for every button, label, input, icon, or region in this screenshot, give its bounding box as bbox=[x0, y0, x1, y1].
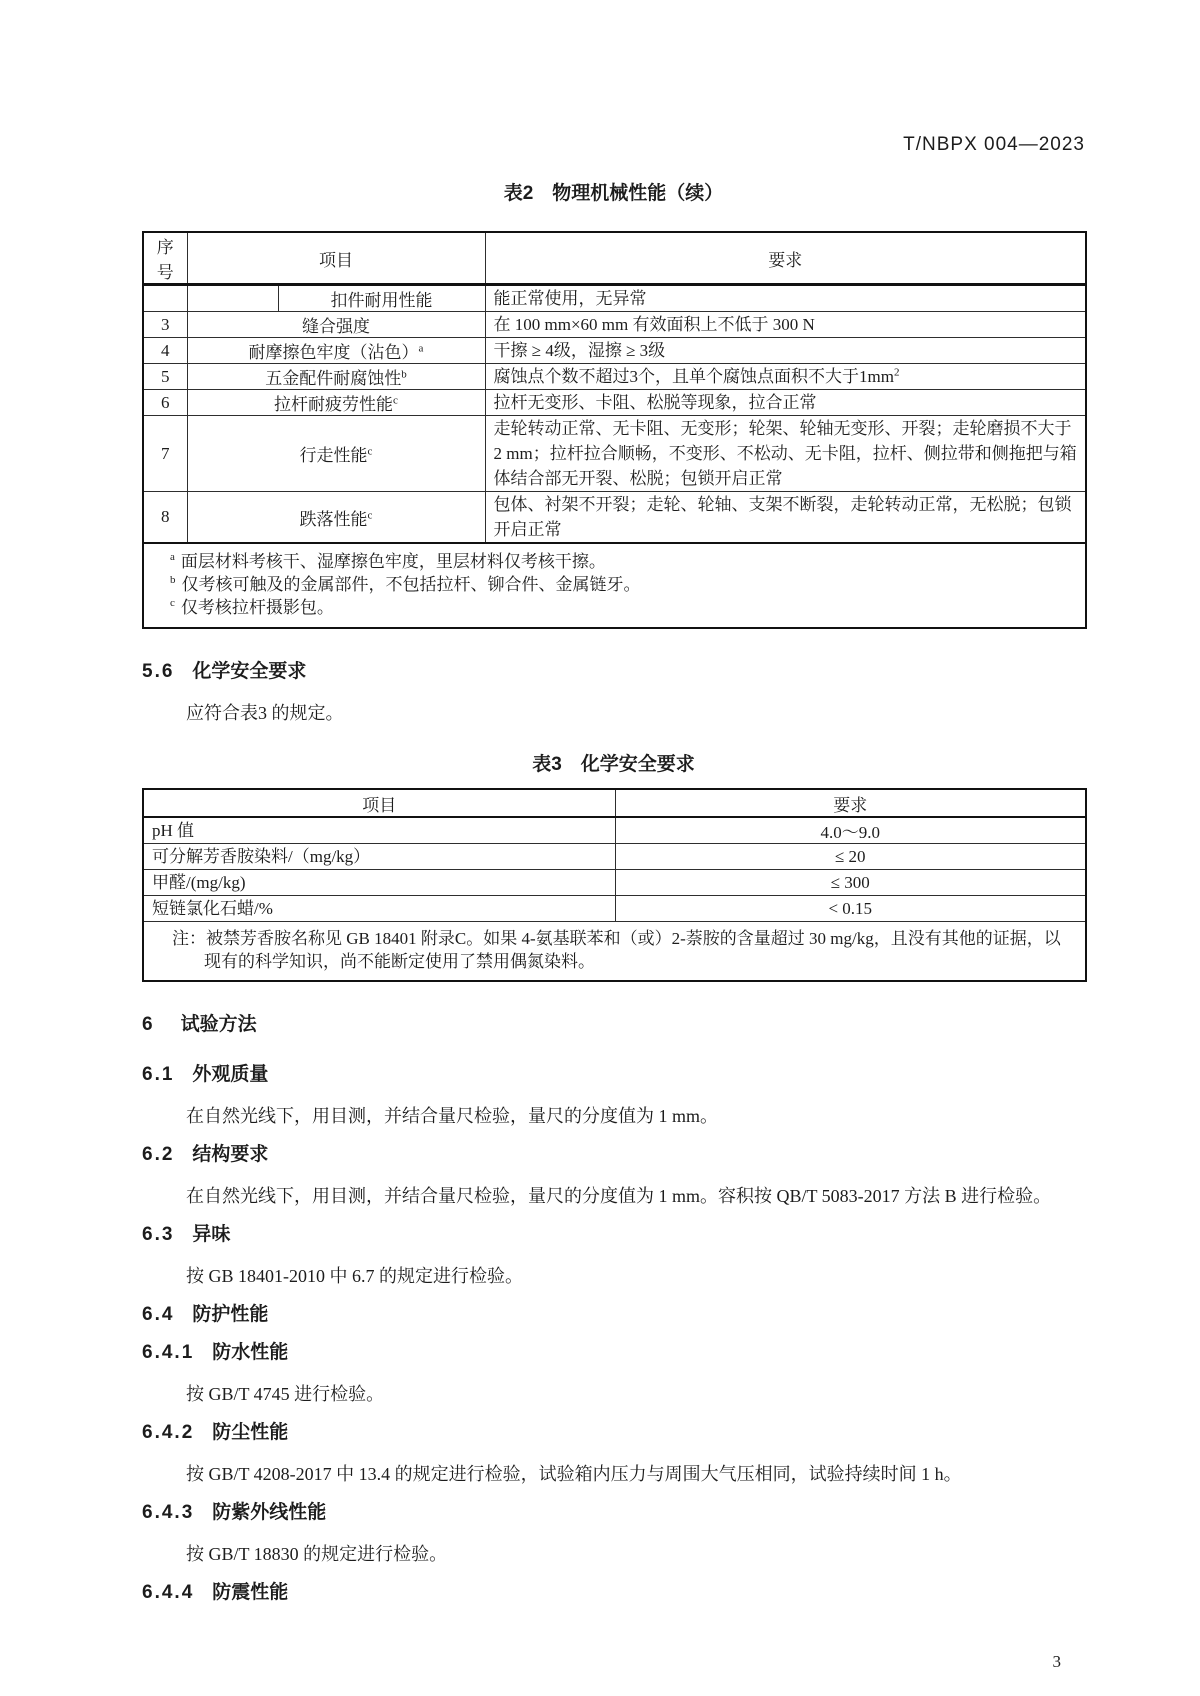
table-row bbox=[143, 844, 1086, 870]
req-text: 走轮转动正常、无卡阻、无变形；轮架、轮轴无变形、开裂；走轮磨损不大于 2 mm；拉杆拉合顺畅，不变形、不松动、无卡阻，拉杆、侧拉带和侧拖把与箱体结合部无开裂、松脱；包锁开启正常 bbox=[493, 419, 1077, 488]
footnote-mark: a bbox=[170, 551, 175, 564]
cell-item bbox=[187, 364, 485, 390]
cell-no: 3 bbox=[143, 312, 187, 338]
req-text: 干擦 ≥ 4级，湿擦 ≥ 3级 bbox=[493, 341, 666, 360]
table-row bbox=[143, 870, 1086, 896]
footnote bbox=[170, 596, 1077, 619]
table3-header-row bbox=[143, 789, 1086, 817]
section-number: 6.4.3 bbox=[142, 1502, 195, 1523]
cell-req: 4.0～9.0 bbox=[615, 817, 1086, 844]
cell-item bbox=[187, 390, 485, 416]
cell-item bbox=[187, 338, 485, 364]
table3-caption: 表3 化学安全要求 bbox=[532, 754, 695, 775]
section-title: 异味 bbox=[192, 1224, 231, 1245]
req-text: 能正常使用，无异常 bbox=[493, 289, 647, 308]
item-superscript: c bbox=[393, 394, 398, 407]
section-heading-6-4-2 bbox=[142, 1420, 1085, 1446]
section-heading-5-6 bbox=[142, 659, 1085, 685]
section-heading-6-4-4 bbox=[142, 1580, 1085, 1606]
table2-header-no: 序号 bbox=[143, 232, 187, 285]
cell-subitem-empty bbox=[187, 285, 278, 312]
table-row bbox=[143, 896, 1086, 922]
footnote-text: 仅考核可触及的金属部件，不包括拉杆、铆合件、金属链牙。 bbox=[181, 575, 641, 594]
footnote-text: 面层材料考核干、湿摩擦色牢度，里层材料仅考核干擦。 bbox=[180, 552, 606, 571]
item-superscript: c bbox=[367, 445, 373, 458]
paragraph: 按 GB/T 4745 进行检验。 bbox=[186, 1384, 385, 1404]
cell-no: 6 bbox=[143, 390, 187, 416]
section-title: 化学安全要求 bbox=[192, 661, 307, 682]
page-number: 3 bbox=[1052, 1652, 1061, 1671]
cell-req bbox=[485, 285, 1086, 312]
table-row bbox=[143, 312, 1086, 338]
req-superscript: 2 bbox=[893, 366, 900, 379]
section-heading-6-2 bbox=[142, 1142, 1085, 1168]
table-row bbox=[143, 492, 1086, 544]
table2 bbox=[142, 231, 1087, 629]
cell-req bbox=[485, 338, 1086, 364]
cell-item bbox=[187, 312, 485, 338]
cell-req bbox=[485, 492, 1086, 544]
paragraph: 按 GB/T 18830 的规定进行检验。 bbox=[186, 1544, 448, 1564]
section-heading-6 bbox=[142, 1012, 1085, 1038]
table2-header-row bbox=[143, 232, 1086, 285]
footnote-mark: c bbox=[170, 597, 175, 610]
cell-req bbox=[485, 416, 1086, 492]
cell-req: < 0.15 bbox=[615, 896, 1086, 922]
table-row bbox=[143, 285, 1086, 312]
cell-item bbox=[278, 285, 485, 312]
table-row bbox=[143, 390, 1086, 416]
item-text: 拉杆耐疲劳性能 bbox=[274, 395, 394, 414]
item-text: 行走性能 bbox=[299, 446, 368, 465]
section-heading-6-4-1 bbox=[142, 1340, 1085, 1366]
item-superscript: a bbox=[418, 342, 424, 355]
section-number: 6.3 bbox=[142, 1224, 175, 1245]
section-number: 6.4.1 bbox=[142, 1342, 195, 1363]
req-text: 腐蚀点个数不超过3个，且单个腐蚀点面积不大于1mm bbox=[493, 367, 894, 386]
cell-req bbox=[485, 312, 1086, 338]
paragraph: 按 GB 18401-2010 中 6.7 的规定进行检验。 bbox=[186, 1266, 523, 1286]
table3-note bbox=[143, 922, 1086, 982]
cell-no: 5 bbox=[143, 364, 187, 390]
table2-header-req: 要求 bbox=[485, 232, 1086, 285]
section-number: 6.4.4 bbox=[142, 1582, 195, 1603]
cell-item bbox=[187, 492, 485, 544]
table-row bbox=[143, 364, 1086, 390]
cell-no: 7 bbox=[143, 416, 187, 492]
cell-req: ≤ 20 bbox=[615, 844, 1086, 870]
note-label: 注： bbox=[172, 929, 206, 948]
doc-number: T/NBPX 004—2023 bbox=[903, 134, 1085, 155]
page-content bbox=[142, 0, 1085, 1672]
footnote-mark: b bbox=[170, 574, 176, 587]
cell-req bbox=[485, 364, 1086, 390]
section-title: 结构要求 bbox=[192, 1144, 269, 1165]
table2-footnotes bbox=[143, 543, 1086, 628]
section-title: 防震性能 bbox=[212, 1582, 289, 1603]
req-text: 拉杆无变形、卡阻、松脱等现象，拉合正常 bbox=[493, 393, 817, 412]
section-title: 防紫外线性能 bbox=[212, 1502, 327, 1523]
paragraph: 在自然光线下，用目测，并结合量尺检验，量尺的分度值为 1 mm。 bbox=[186, 1106, 718, 1126]
cell-item: 可分解芳香胺染料/（mg/kg） bbox=[143, 844, 615, 870]
table2-header-item: 项目 bbox=[187, 232, 485, 285]
table-row bbox=[143, 416, 1086, 492]
section-number: 5.6 bbox=[142, 661, 175, 682]
section-heading-6-1 bbox=[142, 1062, 1085, 1088]
section-heading-6-4-3 bbox=[142, 1500, 1085, 1526]
table2-footnotes-row bbox=[143, 543, 1086, 628]
section-title: 防护性能 bbox=[192, 1304, 269, 1325]
footnote bbox=[170, 550, 1077, 573]
req-text: 包体、衬架不开裂；走轮、轮轴、支架不断裂，走轮转动正常，无松脱；包锁开启正常 bbox=[493, 495, 1072, 539]
section-number: 6.2 bbox=[142, 1144, 175, 1165]
cell-item: 短链氯化石蜡/% bbox=[143, 896, 615, 922]
section-title: 防水性能 bbox=[212, 1342, 289, 1363]
section-title: 防尘性能 bbox=[212, 1422, 289, 1443]
cell-item bbox=[187, 416, 485, 492]
paragraph: 应符合表3 的规定。 bbox=[186, 703, 344, 723]
table2-caption: 表2 物理机械性能（续） bbox=[503, 183, 724, 204]
table-row bbox=[143, 338, 1086, 364]
footnote-text: 仅考核拉杆摄影包。 bbox=[180, 598, 334, 617]
cell-no: 4 bbox=[143, 338, 187, 364]
cell-item: 甲醛/(mg/kg) bbox=[143, 870, 615, 896]
req-text: 在 100 mm×60 mm 有效面积上不低于 300 N bbox=[493, 315, 815, 334]
item-superscript: c bbox=[367, 508, 373, 521]
item-text: 跌落性能 bbox=[299, 509, 368, 529]
paragraph: 按 GB/T 4208-2017 中 13.4 的规定进行检验，试验箱内压力与周围大气压相同，试验持续时间 1 h。 bbox=[186, 1464, 962, 1484]
section-number: 6.1 bbox=[142, 1064, 175, 1085]
cell-req: ≤ 300 bbox=[615, 870, 1086, 896]
table3-header-item: 项目 bbox=[143, 789, 615, 817]
item-text: 扣件耐用性能 bbox=[330, 291, 433, 310]
table3-note-row bbox=[143, 922, 1086, 982]
item-text: 五金配件耐腐蚀性 bbox=[265, 369, 402, 388]
cell-req bbox=[485, 390, 1086, 416]
note-text: 被禁芳香胺名称见 GB 18401 附录C。如果 4-氨基联苯和（或）2-萘胺的含量超过 30 mg/kg，且没有其他的证据，以现有的科学知识，尚不能断定使用了禁用偶氮染料。 bbox=[204, 929, 1061, 971]
table3 bbox=[142, 788, 1087, 982]
item-superscript: b bbox=[401, 368, 407, 381]
cell-item: pH 值 bbox=[143, 817, 615, 844]
item-text: 缝合强度 bbox=[302, 317, 370, 336]
paragraph: 在自然光线下，用目测，并结合量尺检验，量尺的分度值为 1 mm。容积按 QB/T 5083-2017 方法 B 进行检验。 bbox=[186, 1186, 1052, 1206]
table3-header-req: 要求 bbox=[615, 789, 1086, 817]
cell-no-empty bbox=[143, 285, 187, 312]
footnote bbox=[170, 573, 1077, 596]
cell-no: 8 bbox=[143, 492, 187, 544]
table-row bbox=[143, 817, 1086, 844]
section-heading-6-4 bbox=[142, 1302, 1085, 1328]
section-title: 试验方法 bbox=[180, 1014, 257, 1035]
section-number: 6 bbox=[142, 1014, 155, 1035]
item-text: 耐摩擦色牢度（沾色） bbox=[248, 343, 419, 362]
section-number: 6.4.2 bbox=[142, 1422, 195, 1443]
section-title: 外观质量 bbox=[192, 1064, 269, 1085]
section-heading-6-3 bbox=[142, 1222, 1085, 1248]
section-number: 6.4 bbox=[142, 1304, 175, 1325]
